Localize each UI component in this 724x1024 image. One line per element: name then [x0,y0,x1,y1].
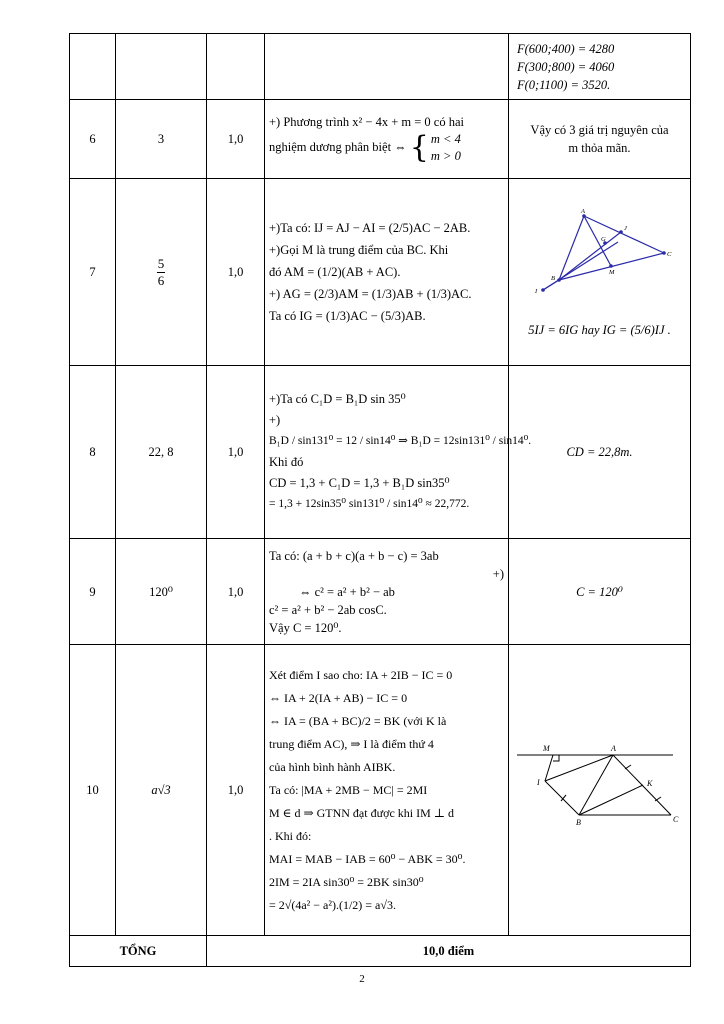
condition: m > 0 [430,149,461,163]
cell-stt: 9 [70,539,116,645]
cell-answer: 22, 8 [116,366,207,539]
cell-answer: a√3 [116,645,207,936]
solution-line: c² = a² + b² − 2ab cosC. [269,602,387,617]
cell-score: 1,0 [207,366,265,539]
solution-line: +) [492,566,504,581]
cell-solution [265,34,509,100]
solution-line: = 1,3 + 12sin35⁰ sin131⁰ / sin14⁰ ≈ 22,772. [269,498,470,510]
solution-line: ⇔ IA + 2(IA + AB) − IC = 0 [269,690,408,705]
cell-score: 1,0 [207,645,265,936]
label-J: J [624,224,627,232]
solution-line: . Khi đó: [269,828,312,843]
solution-line: Vậy C = 120⁰. [269,620,342,635]
solution-line: Ta có IG = (1/3)AC − (5/3)AB. [269,309,426,323]
solution-line: +) [269,413,281,427]
solution-text: nghiệm dương phân biệt ⇔ [269,139,407,154]
conditions-brace [410,131,461,165]
cell-score: 1,0 [207,100,265,179]
solution-line: = 2√(4a² − a²).(1/2) = a√3. [269,897,396,912]
answer-denominator: 6 [157,272,165,288]
cell-stt: 10 [70,645,116,936]
cell-stt: 8 [70,366,116,539]
solution-line: Ta có: (a + b + c)(a + b − c) = 3ab [269,548,439,563]
solution-line [269,131,504,165]
cell-solution [265,645,509,936]
solution-line: Khi đó [269,455,304,469]
solution-line: trung điểm AC), ⇒ I là điểm thứ 4 [269,736,434,751]
note-line: Vậy có 3 giá trị nguyên của [530,123,669,137]
brace-symbol: { [409,130,429,165]
solution-line: Ta có: |MA + 2MB − MC| = 2MI [269,782,428,797]
label-I: I [535,287,538,295]
solution-line: +) AG = (2/3)AM = (1/3)AB + (1/3)AC. [269,287,472,301]
note-line: m thỏa mãn. [568,141,631,155]
solution-line: Xét điểm I sao cho: IA + 2IB − IC = 0 [269,667,453,682]
cell-answer: 120⁰ [116,539,207,645]
total-row [70,936,691,967]
cell-score: 1,0 [207,539,265,645]
label-B: B [551,274,555,282]
cell-score: 1,0 [207,179,265,366]
cell-answer: 3 [116,100,207,179]
note-line: F(300;800) = 4060 [517,59,615,74]
table-row [70,179,691,366]
note-line: 5IJ = 6IG hay IG = (5/6)IJ . [528,322,671,337]
parallelogram-figure [513,743,687,833]
label-M: M [543,743,550,753]
note-line: CD = 22,8m. [566,445,633,459]
cell-answer [116,34,207,100]
table-row [70,34,691,100]
label-I: I [537,777,540,787]
label-A: A [581,207,585,215]
total-label: TỔNG [70,936,207,967]
cell-stt: 7 [70,179,116,366]
solution-line: M ∈ d ⇒ GTNN đạt được khi IM ⊥ d [269,805,455,820]
solution-line: ⇔ IA = (BA + BC)/2 = BK (với K là [269,713,447,728]
label-M: M [609,268,615,276]
label-C: C [667,250,672,258]
note-line: F(0;1100) = 3520. [517,77,611,92]
cell-score [207,34,265,100]
note-line: F(600;400) = 4280 [517,41,615,56]
solution-line: +) Phương trình x² − 4x + m = 0 có hai [269,115,464,129]
table-row [70,366,691,539]
cell-answer [116,179,207,366]
solution-line: +)Ta có C₁D = B₁D sin 35⁰ [269,392,406,406]
label-C: C [673,814,679,824]
solution-line: B₁D / sin131⁰ = 12 / sin14⁰ ⇒ B₁D = 12sin131⁰ / sin14⁰. [269,435,532,447]
cell-solution [265,179,509,366]
cell-note [509,34,691,100]
label-K: K [647,778,653,788]
solution-line: +)Gọi M là trung điểm của BC. Khi [269,243,449,257]
note-line: C = 120⁰ [576,584,623,599]
triangle-figure [513,206,687,316]
table-row [70,539,691,645]
label-A: A [611,743,616,753]
solution-line: ⇔ c² = a² + b² − ab [299,584,395,599]
solution-line: CD = 1,3 + C₁D = 1,3 + B₁D sin35⁰ [269,476,450,490]
cell-note [509,645,691,936]
cell-stt [70,34,116,100]
solution-line: của hình bình hành AIBK. [269,759,396,774]
cell-note [509,539,691,645]
total-value: 10,0 điểm [207,936,691,967]
cell-note [509,179,691,366]
table-row [70,100,691,179]
solution-line: +)Ta có: IJ = AJ − AI = (2/5)AC − 2AB. [269,221,471,235]
solution-line: 2IM = 2IA sin30⁰ = 2BK sin30⁰ [269,874,424,889]
cell-solution [265,100,509,179]
cell-note [509,366,691,539]
label-G: G [601,235,606,243]
solution-line: đó AM = (1/2)(AB + AC). [269,265,401,279]
page-number: 2 [359,973,365,985]
cell-stt: 6 [70,100,116,179]
solution-line: MAI = MAB − IAB = 60⁰ − ABK = 30⁰. [269,851,466,866]
table-row [70,645,691,936]
answer-table [69,33,691,967]
answer-numerator: 5 [157,255,165,271]
label-B: B [576,817,581,827]
cell-note [509,100,691,179]
condition: m < 4 [430,132,461,146]
cell-solution [265,539,509,645]
cell-solution [265,366,532,539]
